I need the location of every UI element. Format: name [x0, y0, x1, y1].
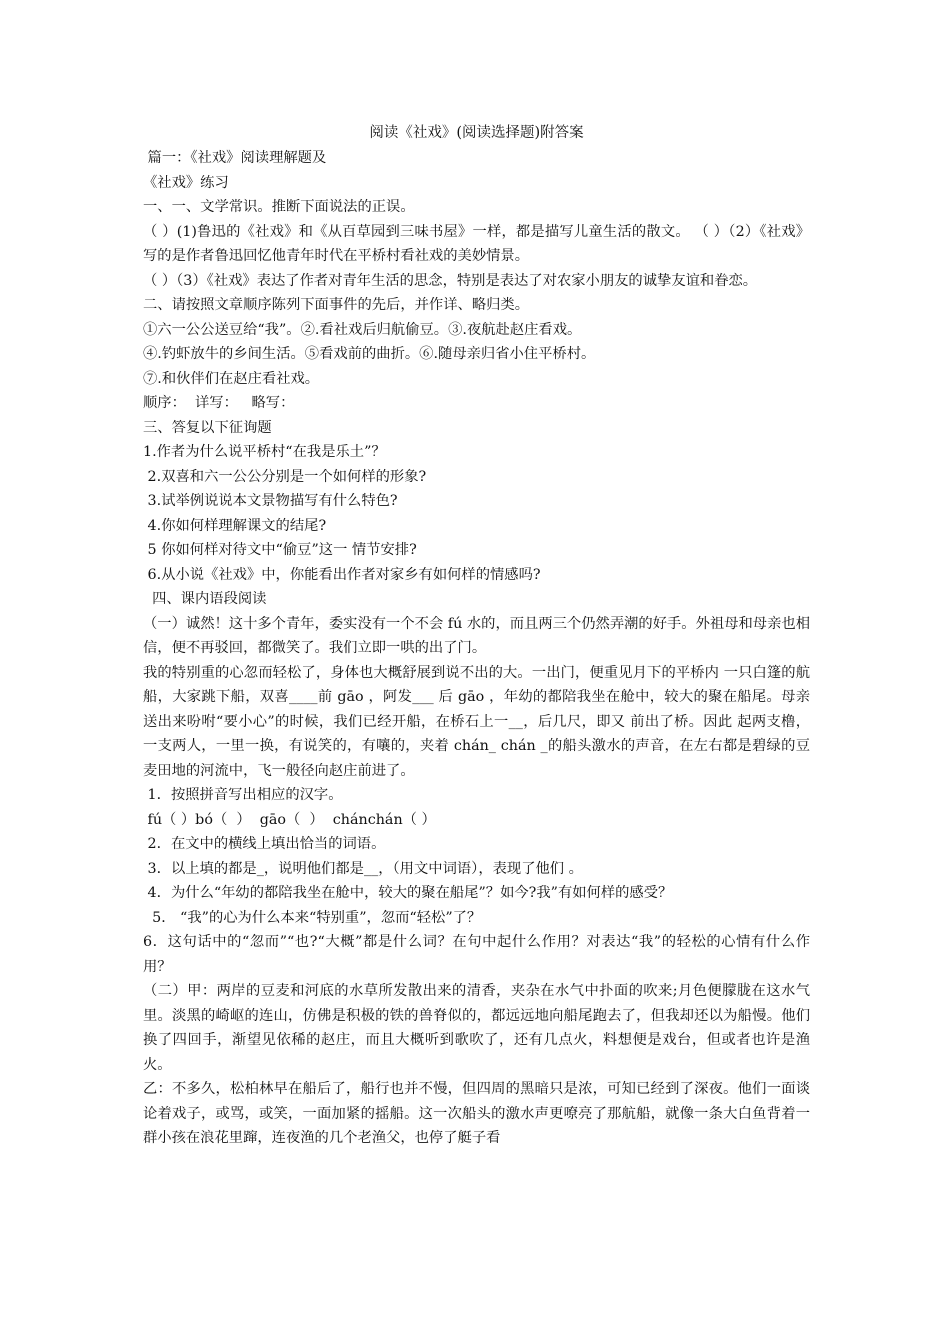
passage-question-6: 6．这句话中的“忽而”“也?“大概”都是什么词？在句中起什么作用？对表达“我”的轻松的心情有什么作用？	[143, 934, 810, 975]
passage-two-part-a: （二）甲：两岸的豆麦和河底的水草所发散出来的清香，夹杂在水气中扑面的吹来;月色便朦胧在这水气里。淡黑的崎岖的连山，仿佛是积极的铁的兽脊似的，都远远地向船尾跑去了，但我却还以为船慢。他们换了四回手，渐望见依稀的赵庄，而且大概听到歌吹了，还有几点火，料想便是戏台，但或者也许是渔火。	[143, 983, 810, 1073]
passage-question-2: 2．在文中的横线上填出恰当的词语。	[143, 836, 386, 852]
question-2: 2.双喜和六一公公分别是一个如何样的形象?	[143, 468, 427, 485]
question-5: 5 你如何样对待文中“偷豆”这一 情节安排?	[143, 542, 417, 558]
question-1: 1.作者为什么说平桥村“在我是乐土”？	[143, 444, 386, 460]
passage-question-4: 4．为什么“年幼的都陪我坐在舱中，较大的聚在船尾”？如今?我”有如何样的感受？	[143, 885, 673, 901]
passage-two-part-b: 乙：不多久，松柏林早在船后了，船行也并不慢，但四周的黑暗只是浓，可知已经到了深夜。他们一面谈论着戏子，或骂，或笑，一面加紧的摇船。这一次船头的激水声更嘹亮了那航船，就像一条大白鱼背着一群小孩在浪花里蹿，连夜渔的几个老渔父，也停了艇子看	[143, 1081, 810, 1146]
pinyin-answer-line: fú（ ）bó（ ） gāo（ ） chánchán（ ）	[143, 811, 436, 828]
exercise-title: 《社戏》练习	[143, 174, 229, 191]
question-4: 4.你如何样理解课文的结尾?	[143, 517, 327, 534]
passage-question-5: 5． “我”的心为什么本来“特别重”，忽而“轻松”了？	[143, 909, 482, 926]
document-title: 阅读《社戏》(阅读选择题)附答案	[369, 125, 584, 141]
passage-question-3: 3．以上填的都是_，说明他们都是__，（用文中词语），表现了他们 。	[143, 860, 583, 877]
question-3: 3.试举例说说本文景物描写有什么特色?	[143, 493, 398, 509]
passage-one-paragraph-1: （一）诚然！这十多个青年，委实没有一个不会 fú 水的，而且两三个仍然弄潮的好手。外祖母和母亲也相信，便不再驳回，都微笑了。我们立即一哄的出了门。	[143, 615, 810, 656]
section-literary-knowledge: 一、一、文学常识。推断下面说法的正误。	[143, 199, 415, 215]
order-answer-line: 顺序： 详写： 略写：	[143, 395, 295, 411]
section-questions: 三、答复以下征询题	[143, 419, 272, 436]
judgment-item-1-2: （ ）(1)鲁迅的《社戏》和《从百草园到三味书屋》一样，都是描写儿童生活的散文。 （ ）（2）《社戏》写的是作者鲁迅回忆他青年时代在平桥村看社戏的美妙情景。	[143, 223, 810, 264]
passage-one-paragraph-2: 我的特别重的心忽而轻松了，身体也大概舒展到说不出的大。一出门，便重见月下的平桥内 一只白篷的航船，大家跳下船，双喜____前 gāo ，阿发___ 后 gāo ，年幼的都陪我坐在舱中，较大的聚在船尾。母亲送出来吩咐“要小心”的时候，我们已经开船，在桥石上一__，后几尺，即又 前出了桥。因此 起两支橹，一支两人，一里一换，有说笑的，有嚷的，夹着 chán_ chán _的船头激水的声音，在左右都是碧绿的豆麦田地的河流中，飞一般径向赵庄前进了。	[143, 664, 810, 779]
judgment-item-3: （ ）（3）《社戏》表达了作者对青年生活的思念，特别是表达了对农家小朋友的诚挚友谊和眷恋。	[143, 272, 758, 289]
section-event-order: 二、请按照文章顺序陈列下面事件的先后，并作详、略归类。	[143, 297, 530, 313]
question-6: 6.从小说《社戏》中，你能看出作者对家乡有如何样的情感吗?	[143, 566, 541, 583]
section-heading-part1: 篇一：《社戏》阅读理解题及	[143, 150, 327, 166]
section-passage-reading: 四、课内语段阅读	[143, 591, 267, 607]
passage-question-1: 1．按照拼音写出相应的汉字。	[143, 787, 343, 803]
document-page	[143, 121, 810, 1151]
event-list-line-1: ①六一公公送豆给“我”。②.看社戏后归航偷豆。③.夜航赴赵庄看戏。	[143, 321, 582, 338]
event-list-line-3: ⑦.和伙伴们在赵庄看社戏。	[143, 370, 320, 387]
event-list-line-2: ④.钓虾放牛的乡间生活。⑤看戏前的曲折。⑥.随母亲归省小住平桥村。	[143, 346, 596, 362]
